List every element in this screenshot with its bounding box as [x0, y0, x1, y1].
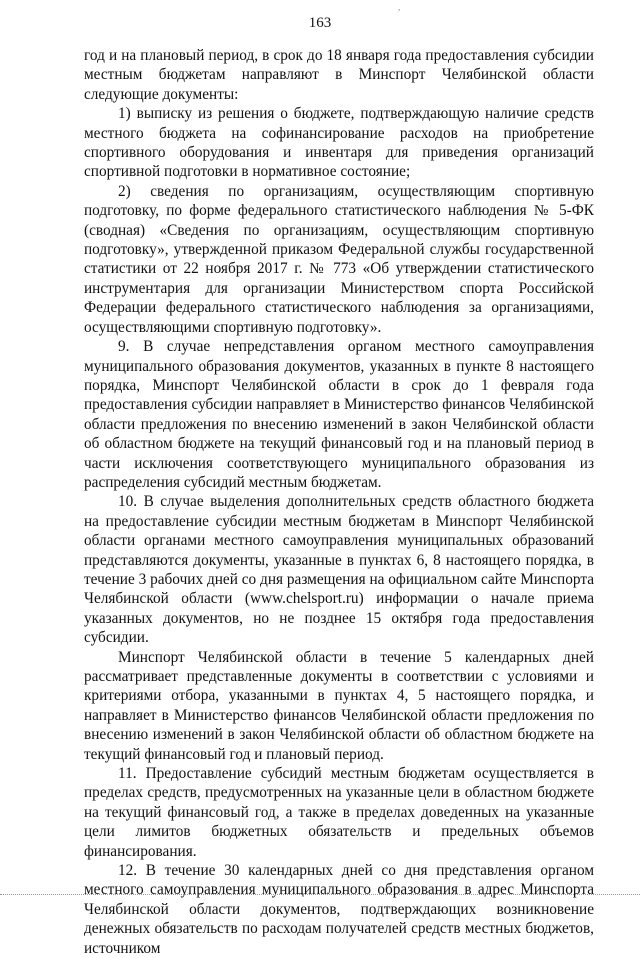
scan-bottom-edge: [0, 894, 640, 895]
paragraph-clause-9: 9. В случае непредставления органом местного самоуправления муниципального образования документов, указанных в пункте 8 настоящего порядка, Минспорт Челябинской области в срок до 1 февраля года предоставления субсидии направляет в Министерство финансов Челябинской области предложения по внесению изменений в закон Челябинской области об областном бюджете на текущий финансовый год и на плановый период в части исключения соответствующего муниципального образования из распределения субсидий местным бюджетам.: [84, 338, 594, 491]
document-body: [84, 46, 594, 958]
paragraph-intro-continuation: год и на плановый период, в срок до 18 января года предоставления субсидии местным бюджетам направляют в Минспорт Челябинской области следующие документы:: [84, 47, 594, 103]
paragraph-item-2: 2) сведения по организациям, осуществляющим спортивную подготовку, по форме федерального статистического наблюдения № 5-ФК (сводная) «Сведения по организациям, осуществляющим спортивную подготовку», утвержденной приказом Федеральной службы государственной статистики от 22 ноября 2017 г. № 773 «Об утверждении статистического инструментария для организации Министерством спорта Российской Федерации федерального статистического наблюдения за организациями, осуществляющими спортивную подготовку».: [84, 182, 594, 336]
paragraph-clause-11: 11. Предоставление субсидий местным бюджетам осуществляется в пределах средств, предусмотренных на указанные цели в областном бюджете на текущий финансовый год, а также в пределах доведенных на указанные цели лимитов бюджетных обязательств и предельных объемов финансирования.: [84, 765, 594, 860]
page-number: 163: [308, 15, 332, 31]
paragraph-clause-12: 12. В течение 30 календарных дней со дня представления органом местного самоуправления муниципального образования в адрес Минспорта Челябинской области документов, подтверждающих возникновение денежных обязательств по расходам получателей средств местных бюджетов, источником: [84, 862, 594, 957]
scan-tick-mark: ,: [398, 2, 401, 12]
paragraph-item-1: 1) выписку из решения о бюджете, подтверждающую наличие средств местного бюджета на софинансирование расходов на приобретение спортивного оборудования и инвентаря для приведения организаций спортивной подготовки в нормативное состояние;: [84, 105, 594, 181]
paragraph-clause-10-continued: Минспорт Челябинской области в течение 5 календарных дней рассматривает представленные документы в соответствии с условиями и критериями отбора, указанными в пунктах 4, 5 настоящего порядка, и направляет в Министерство финансов Челябинской области предложения по внесению изменений в закон Челябинской области об областном бюджете на текущий финансовый год и плановый период.: [84, 648, 594, 763]
paragraph-clause-10: 10. В случае выделения дополнительных средств областного бюджета на предоставление субсидии местным бюджетам в Минспорт Челябинской области органами местного самоуправления муниципальных образований представляются документы, указанные в пунктах 6, 8 настоящего порядка, в течение 3 рабочих дней со дня размещения на официальном сайте Минспорта Челябинской области (www.chelsport.ru) информации о начале приема указанных документов, но не позднее 15 октября года предоставления субсидии.: [84, 493, 594, 647]
